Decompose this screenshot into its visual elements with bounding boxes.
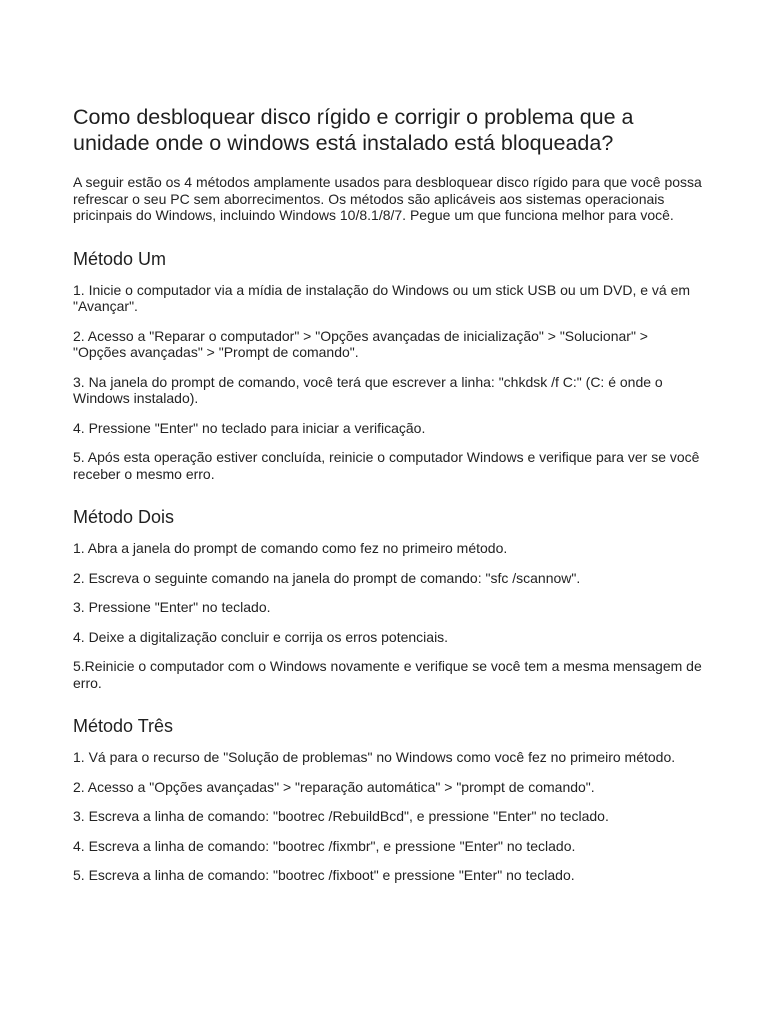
method-one-step: 1. Inicie o computador via a mídia de instalação do Windows ou um stick USB ou um DVD, e vá em "Avançar". xyxy=(73,281,691,314)
method-one-step: 3. Na janela do prompt de comando, você terá que escrever a linha: "chkdsk /f C:" (C: é onde o Windows instalado). xyxy=(73,373,663,406)
method-three-step: 5. Escreva a linha de comando: "bootrec /fixboot" e pressione "Enter" no teclado. xyxy=(73,867,575,883)
method-one-step: 5. Após esta operação estiver concluída, reinicie o computador Windows e verifique para ver se você receber o mesmo erro. xyxy=(73,449,700,482)
document-page xyxy=(73,104,703,897)
article-intro: A seguir estão os 4 métodos amplamente usados para desbloquear disco rígido para que você possa refrescar o seu PC sem aborrecimentos. Os métodos são aplicáveis aos sistemas operacionais pricinpais do Windows, incluindo Windows 10/8.1/8/7. Pegue um que funciona melhor para você. xyxy=(73,174,702,223)
method-three-step: 2. Acesso a "Opções avançadas" > "reparação automática" > "prompt de comando". xyxy=(73,778,595,795)
method-one-step: 4. Pressione "Enter" no teclado para iniciar a verificação. xyxy=(73,419,426,436)
method-two-step: 1. Abra a janela do prompt de comando como fez no primeiro método. xyxy=(73,540,508,556)
method-two-section xyxy=(73,506,703,691)
method-three-step: 1. Vá para o recurso de "Solução de problemas" no Windows como você fez no primeiro método. xyxy=(73,749,676,765)
method-three-step: 3. Escreva a linha de comando: "bootrec /RebuildBcd", e pressione "Enter" no teclado. xyxy=(73,808,609,824)
method-one-section xyxy=(73,248,703,483)
method-two-step: 2. Escreva o seguinte comando na janela do prompt de comando: "sfc /scannow". xyxy=(73,569,581,586)
method-three-step: 4. Escreva a linha de comando: "bootrec /fixmbr", e pressione "Enter" no teclado. xyxy=(73,837,576,854)
method-three-section xyxy=(73,715,703,884)
method-two-heading: Método Dois xyxy=(73,507,175,527)
method-one-heading: Método Um xyxy=(73,248,167,269)
method-two-step: 5.Reinicie o computador com o Windows novamente e verifique se você tem a mesma mensagem de erro. xyxy=(73,658,702,691)
method-one-step: 2. Acesso a "Reparar o computador" > "Opções avançadas de inicialização" > "Solucionar" > "Opções avançadas" > "Prompt de comando". xyxy=(73,327,648,360)
method-two-step: 3. Pressione "Enter" no teclado. xyxy=(73,599,271,615)
article-title: Como desbloquear disco rígido e corrigir o problema que a unidade onde o windows está instalado está bloqueada? xyxy=(73,105,634,155)
method-two-step: 4. Deixe a digitalização concluir e corrija os erros potenciais. xyxy=(73,628,449,645)
method-three-heading: Método Três xyxy=(73,716,174,736)
